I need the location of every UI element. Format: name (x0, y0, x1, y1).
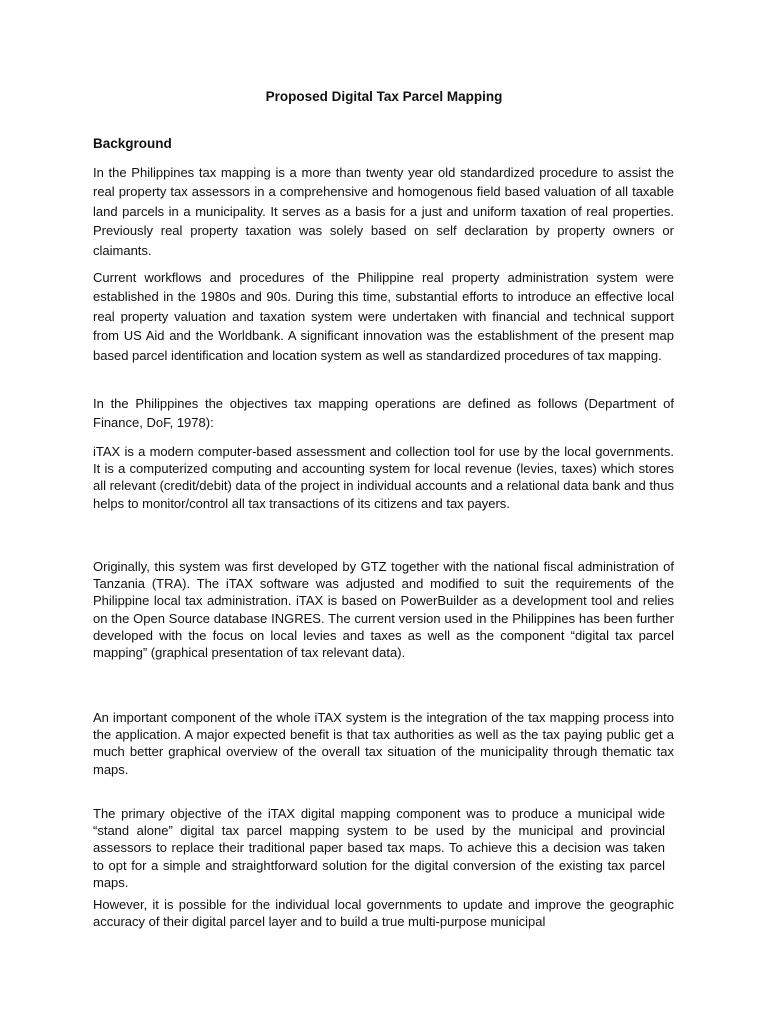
paragraph-itax-origin: Originally, this system was first developed by GTZ together with the national fiscal administration of Tanzania (TRA). The iTAX software was adjusted and modified to suit the requirements of the Philippine local tax administration. iTAX is based on PowerBuilder as a development tool and relies on the Open Source database INGRES. The current version used in the Philippines has been further developed with the focus on local levies and taxes as well as the component “digital tax parcel mapping” (graphical presentation of tax relevant data). (93, 559, 674, 661)
paragraph-objectives-intro: In the Philippines the objectives tax mapping operations are defined as follows (Department of Finance, DoF, 1978): (93, 396, 674, 431)
paragraph-local-update: However, it is possible for the individual local governments to update and improve the geographic accuracy of their digital parcel layer and to build a true multi-purpose municipal (93, 897, 674, 930)
paragraph-workflows-history: Current workflows and procedures of the Philippine real property administration system were established in the 1980s and 90s. During this time, substantial efforts to introduce an effective local real property valuation and taxation system were undertaken with financial and technical support from US Aid and the Worldbank. A significant innovation was the establishment of the present map based parcel identification and location system as well as standardized procedures of tax mapping. (93, 270, 674, 363)
paragraph-itax-description: iTAX is a modern computer-based assessment and collection tool for use by the local governments. It is a computerized computing and accounting system for local revenue (levies, taxes) which stores all relevant (credit/debit) data of the project in individual accounts and a relational data bank and thus helps to monitor/control all tax transactions of its citizens and tax payers. (93, 444, 674, 511)
paragraph-mapping-integration: An important component of the whole iTAX system is the integration of the tax mapping process into the application. A major expected benefit is that tax authorities as well as the tax paying public get a much better graphical overview of the overall tax situation of the municipality through thematic tax maps. (93, 710, 674, 777)
document-title: Proposed Digital Tax Parcel Mapping (265, 89, 503, 104)
paragraph-primary-objective: The primary objective of the iTAX digital mapping component was to produce a municipal wide “stand alone” digital tax parcel mapping system to be used by the municipal and provincial assessors to replace their traditional paper based tax maps. To achieve this a decision was taken to opt for a simple and straightforward solution for the digital conversion of the existing tax parcel maps. (93, 806, 665, 890)
section-heading-background: Background (93, 136, 172, 151)
paragraph-tax-mapping-intro: In the Philippines tax mapping is a more than twenty year old standardized procedure to assist the real property tax assessors in a comprehensive and homogenous field based valuation of all taxable land parcels in a municipality. It serves as a basis for a just and uniform taxation of real properties. Previously real property taxation was solely based on self declaration by property owners or claimants. (93, 165, 674, 258)
